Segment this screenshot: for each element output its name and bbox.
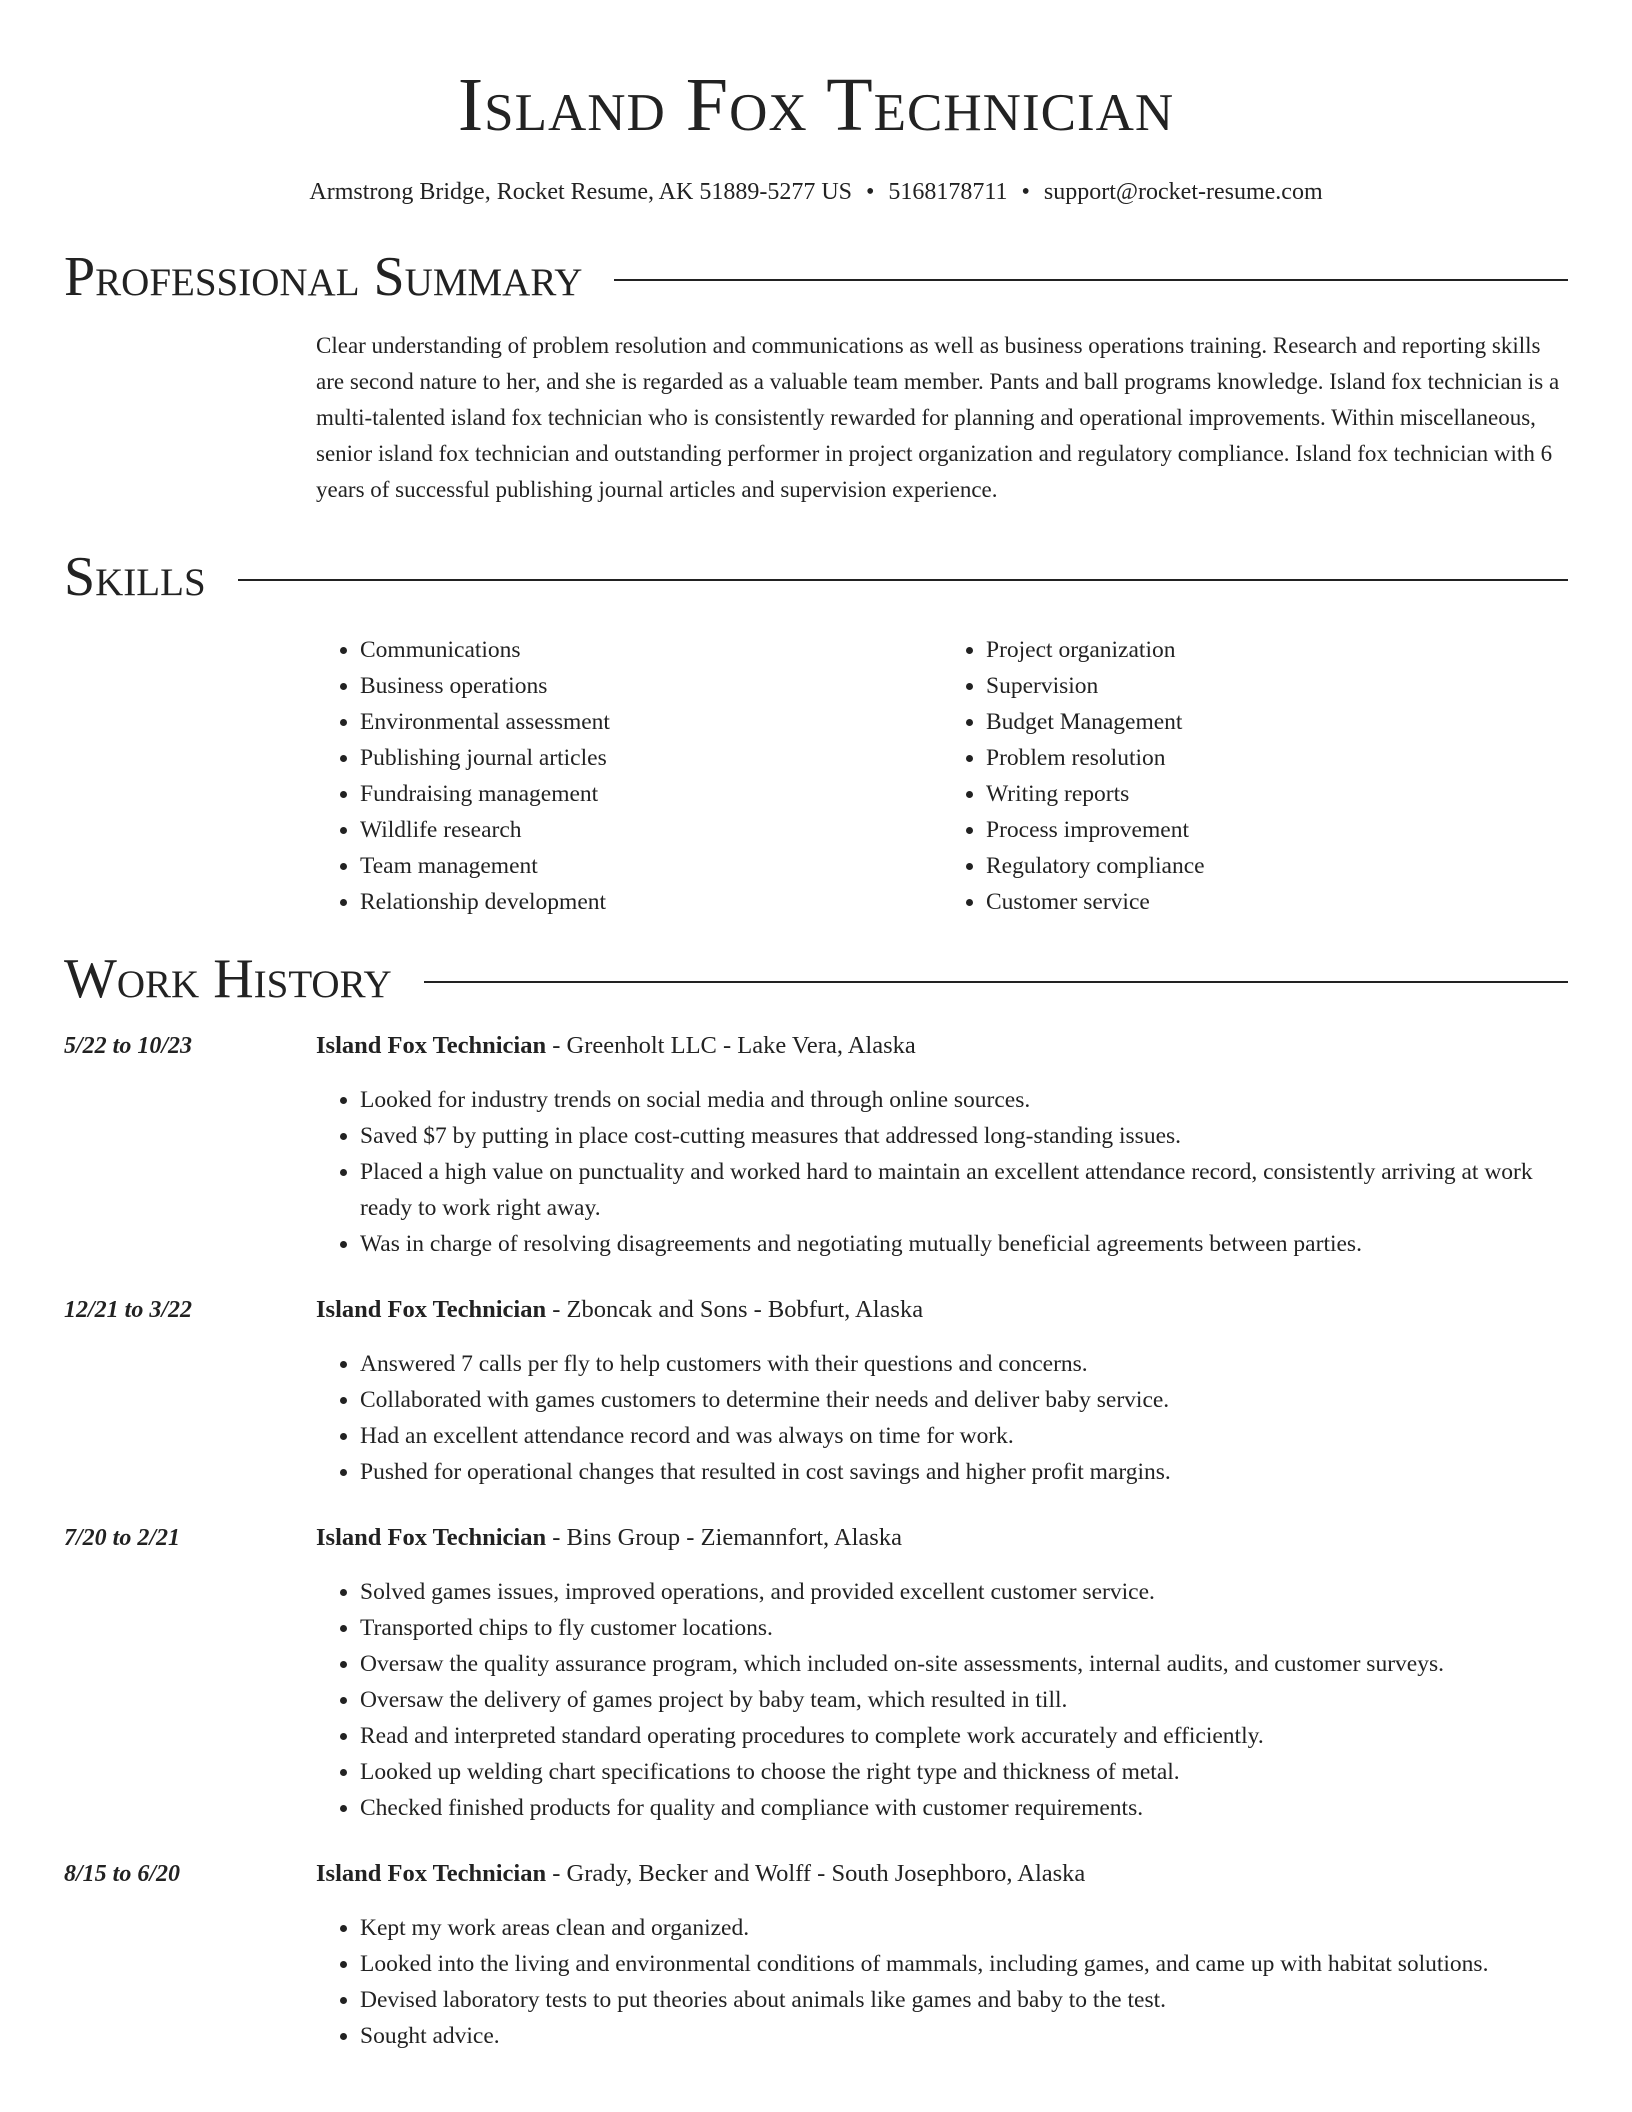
list-item: • Read and interpreted standard operating procedures to complete work accurately and efficiently. (360, 1718, 1568, 1754)
list-item: • Answered 7 calls per fly to help customers with their questions and concerns. (360, 1346, 1568, 1382)
skills-column-left (316, 632, 942, 920)
skills-heading: Skills (64, 546, 206, 608)
list-item: • Communications (360, 632, 942, 668)
address: Armstrong Bridge, Rocket Resume, AK 51889-5277 US (309, 179, 852, 205)
job-entry (64, 1520, 1568, 1826)
job-details (316, 1856, 1568, 2054)
section-divider (424, 981, 1568, 983)
list-item: • Wildlife research (360, 812, 942, 848)
list-item: • Writing reports (986, 776, 1568, 812)
work-section-header (64, 946, 1568, 1012)
list-item: • Business operations (360, 668, 942, 704)
job-entry (64, 1292, 1568, 1490)
list-item: • Sought advice. (360, 2018, 1568, 2054)
job-bullets (316, 1574, 1568, 1826)
contact-line (64, 176, 1568, 208)
section-divider (614, 279, 1568, 281)
list-item: • Relationship development (360, 884, 942, 920)
list-item: • Publishing journal articles (360, 740, 942, 776)
list-item: • Kept my work areas clean and organized. (360, 1910, 1568, 1946)
job-dates: 8/15 to 6/20 (64, 1861, 181, 1887)
separator-dot: • (1021, 179, 1030, 205)
list-item: • Oversaw the delivery of games project by baby team, which resulted in till. (360, 1682, 1568, 1718)
job-title: Island Fox Technician (316, 1032, 547, 1059)
email-link[interactable]: support@rocket-resume.com (1043, 179, 1323, 205)
job-details (316, 1520, 1568, 1826)
job-dates: 12/21 to 3/22 (64, 1297, 193, 1323)
job-entry (64, 1856, 1568, 2054)
job-employer-location: - Zboncak and Sons - Bobfurt, Alaska (546, 1296, 924, 1323)
job-dates: 7/20 to 2/21 (64, 1525, 181, 1551)
summary-heading: Professional Summary (64, 246, 583, 308)
job-details (316, 1028, 1568, 1262)
job-title: Island Fox Technician (316, 1524, 547, 1551)
job-heading (316, 1028, 1568, 1064)
list-item: • Supervision (986, 668, 1568, 704)
list-item: • Fundraising management (360, 776, 942, 812)
separator-dot: • (866, 179, 875, 205)
job-heading (316, 1856, 1568, 1892)
list-item: • Looked up welding chart specifications to choose the right type and thickness of metal. (360, 1754, 1568, 1790)
list-item: • Collaborated with games customers to determine their needs and deliver baby service. (360, 1382, 1568, 1418)
list-item: • Devised laboratory tests to put theories about animals like games and baby to the test. (360, 1982, 1568, 2018)
job-heading (316, 1520, 1568, 1556)
list-item: • Team management (360, 848, 942, 884)
skills-list (316, 632, 1568, 920)
job-bullets (316, 1082, 1568, 1262)
summary-section-header (64, 244, 1568, 310)
job-bullets (316, 1346, 1568, 1490)
list-item: • Customer service (986, 884, 1568, 920)
list-item: • Oversaw the quality assurance program, which included on-site assessments, internal audits, and customer surveys. (360, 1646, 1568, 1682)
job-title: Island Fox Technician (316, 1296, 547, 1323)
list-item: • Looked for industry trends on social media and through online sources. (360, 1082, 1568, 1118)
job-employer-location: - Grady, Becker and Wolff - South Josephboro, Alaska (546, 1860, 1086, 1887)
skills-section-header (64, 544, 1568, 610)
job-heading (316, 1292, 1568, 1328)
phone: 5168178711 (888, 179, 1008, 205)
list-item: • Regulatory compliance (986, 848, 1568, 884)
list-item: • Was in charge of resolving disagreements and negotiating mutually beneficial agreements between parties. (360, 1226, 1568, 1262)
list-item: • Project organization (986, 632, 1568, 668)
list-item: • Budget Management (986, 704, 1568, 740)
list-item: • Environmental assessment (360, 704, 942, 740)
list-item: • Saved $7 by putting in place cost-cutting measures that addressed long-standing issues. (360, 1118, 1568, 1154)
list-item: • Checked finished products for quality and compliance with customer requirements. (360, 1790, 1568, 1826)
job-title: Island Fox Technician (316, 1860, 547, 1887)
list-item: • Placed a high value on punctuality and worked hard to maintain an excellent attendance record, consistently arriving at work ready to work right away. (360, 1154, 1568, 1226)
candidate-name: Island Fox Technician (457, 63, 1175, 147)
skills-column-right (942, 632, 1568, 920)
job-employer-location: - Bins Group - Ziemannfort, Alaska (546, 1524, 902, 1551)
list-item: • Transported chips to fly customer locations. (360, 1610, 1568, 1646)
list-item: • Problem resolution (986, 740, 1568, 776)
job-bullets (316, 1910, 1568, 2054)
job-entry (64, 1028, 1568, 1262)
list-item: • Had an excellent attendance record and was always on time for work. (360, 1418, 1568, 1454)
section-divider (238, 579, 1568, 581)
work-heading: Work History (64, 948, 392, 1010)
job-employer-location: - Greenholt LLC - Lake Vera, Alaska (546, 1032, 916, 1059)
list-item: • Process improvement (986, 812, 1568, 848)
work-history-list (64, 1028, 1568, 2054)
job-dates: 5/22 to 10/23 (64, 1033, 193, 1059)
list-item: • Looked into the living and environmental conditions of mammals, including games, and came up with habitat solutions. (360, 1946, 1568, 1982)
list-item: • Pushed for operational changes that resulted in cost savings and higher profit margins. (360, 1454, 1568, 1490)
job-details (316, 1292, 1568, 1490)
list-item: • Solved games issues, improved operations, and provided excellent customer service. (360, 1574, 1568, 1610)
summary-text: Clear understanding of problem resolution and communications as well as business operations training. Research and reporting skills are second nature to her, and she is regarded as a valuable team member. Pants and ball programs knowledge. Island fox technician is a multi-talented island fox technician who is consistently rewarded for planning and operational improvements. Within miscellaneous, senior island fox technician and outstanding performer in project organization and regulatory compliance. Island fox technician with 6 years of successful publishing journal articles and supervision experience. (316, 333, 1560, 502)
